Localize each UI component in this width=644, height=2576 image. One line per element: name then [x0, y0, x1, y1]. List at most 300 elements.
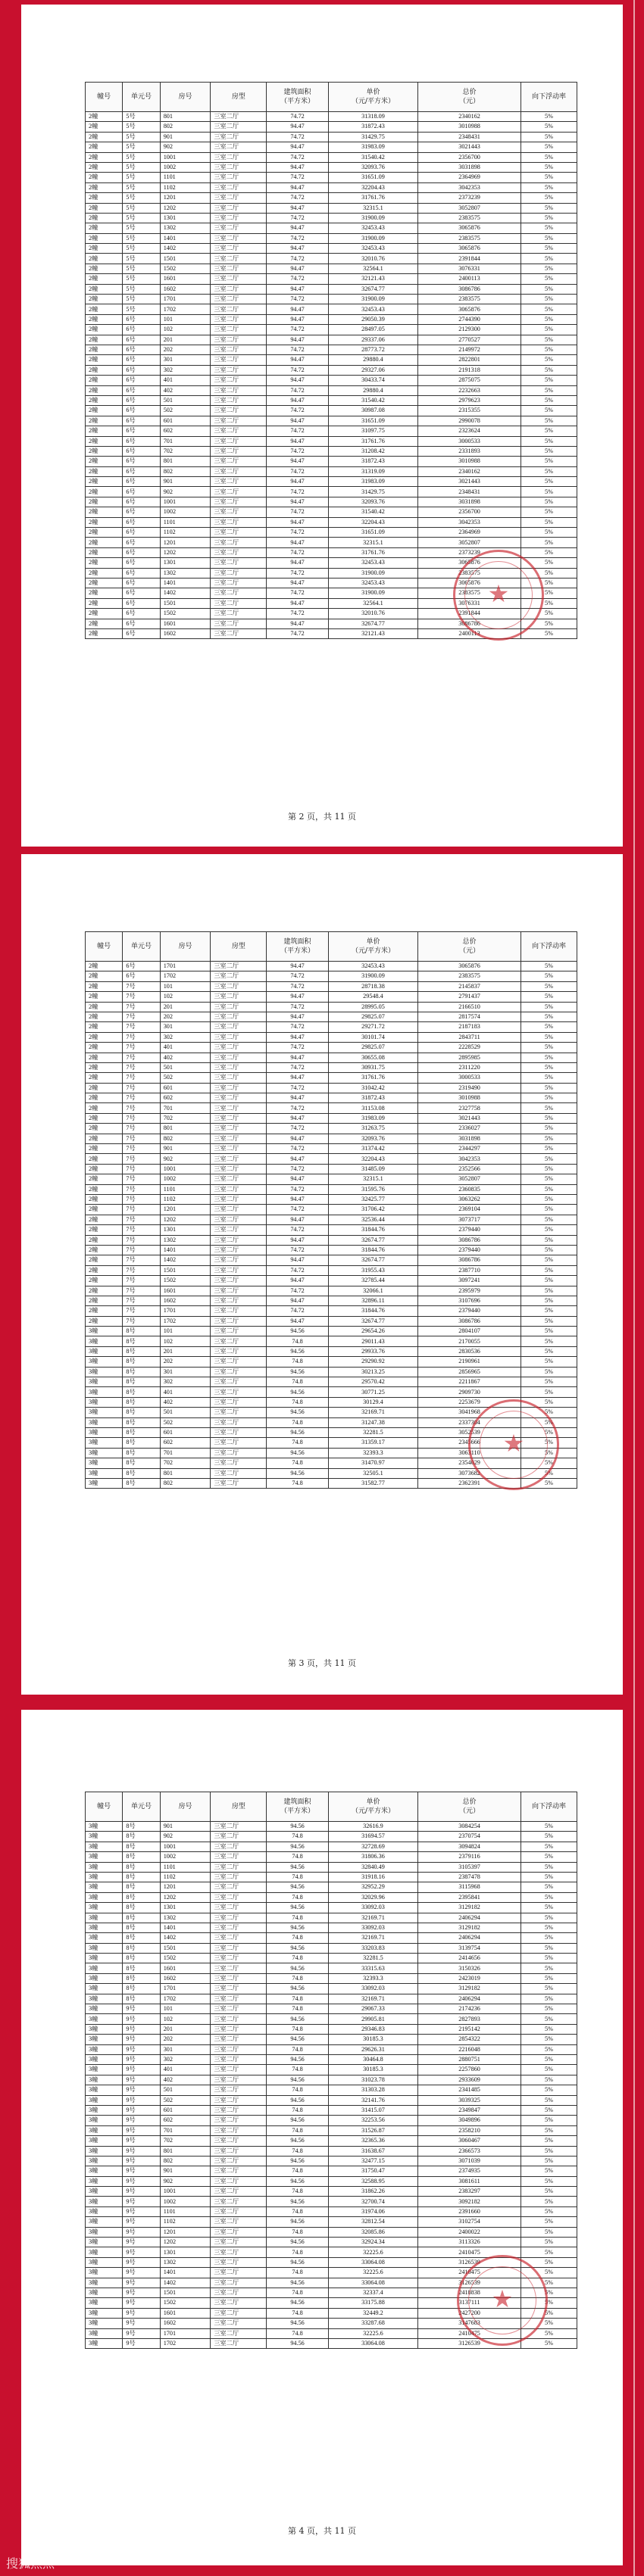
table-cell: 8号 — [123, 1832, 160, 1842]
table-cell: 3000533 — [418, 1073, 521, 1083]
table-cell: 5% — [521, 395, 577, 405]
table-row — [86, 497, 577, 507]
table-cell: 94.56 — [267, 2014, 328, 2024]
table-cell: 94.47 — [267, 992, 328, 1002]
table-cell: 5% — [521, 2298, 577, 2308]
table-cell: 2幢 — [86, 1174, 123, 1184]
table-cell: 6号 — [123, 335, 160, 345]
table-cell: 1601 — [160, 274, 211, 284]
table-cell: 401 — [160, 2065, 211, 2075]
table-cell: 5% — [521, 558, 577, 568]
table-cell: 6号 — [123, 446, 160, 456]
table-cell: 32066.1 — [328, 1286, 417, 1296]
table-cell: 5% — [521, 2176, 577, 2186]
table-cell: 3幢 — [86, 1872, 123, 1882]
table-cell: 9号 — [123, 2125, 160, 2135]
table-cell: 8号 — [123, 1954, 160, 1963]
table-cell: 2880751 — [418, 2054, 521, 2064]
column-header: 单元号 — [123, 1792, 160, 1822]
table-cell: 5% — [521, 1164, 577, 1174]
table-cell: 3幢 — [86, 1478, 123, 1488]
table-cell: 32225.6 — [328, 2328, 417, 2338]
table-cell: 3幢 — [86, 1892, 123, 1902]
table-cell: 1702 — [160, 1994, 211, 2004]
table-cell: 74.72 — [267, 1083, 328, 1093]
table-cell: 5% — [521, 295, 577, 304]
table-cell: 1401 — [160, 233, 211, 243]
table-cell: 2211867 — [418, 1377, 521, 1387]
table-cell: 94.47 — [267, 244, 328, 254]
table-row — [86, 132, 577, 142]
table-cell: 9号 — [123, 2278, 160, 2288]
table-cell: 32121.43 — [328, 628, 417, 638]
table-cell: 2幢 — [86, 1073, 123, 1083]
table-cell: 32121.43 — [328, 274, 417, 284]
table-cell: 2410475 — [418, 2247, 521, 2257]
table-cell: 5% — [521, 355, 577, 365]
table-cell: 32169.71 — [328, 1408, 417, 1417]
table-cell: 三室二厅 — [211, 558, 267, 568]
table-cell: 3065876 — [418, 962, 521, 971]
table-cell: 8号 — [123, 1963, 160, 1973]
table-cell: 5% — [521, 2187, 577, 2197]
table-cell: 1602 — [160, 1296, 211, 1305]
table-cell: 1702 — [160, 1316, 211, 1326]
table-cell: 三室二厅 — [211, 1316, 267, 1326]
table-cell: 33203.83 — [328, 1943, 417, 1953]
table-cell: 1502 — [160, 264, 211, 273]
table-cell: 3086786 — [418, 1235, 521, 1245]
table-cell: 3031898 — [418, 1134, 521, 1143]
table-cell: 6号 — [123, 578, 160, 588]
table-cell: 三室二厅 — [211, 1417, 267, 1427]
table-cell: 74.8 — [267, 1913, 328, 1923]
table-cell: 32204.43 — [328, 182, 417, 192]
column-header: 单价 （元/平方米） — [328, 1792, 417, 1822]
table-cell: 201 — [160, 2024, 211, 2034]
table-row — [86, 1994, 577, 2004]
table-cell: 1201 — [160, 1205, 211, 1215]
table-cell: 3126539 — [418, 2257, 521, 2267]
table-cell: 33092.03 — [328, 1984, 417, 1994]
table-header-row — [86, 1792, 577, 1822]
table-cell: 31844.76 — [328, 1245, 417, 1255]
table-cell: 5% — [521, 1377, 577, 1387]
column-header: 房型 — [211, 83, 267, 112]
table-cell: 1602 — [160, 1973, 211, 1983]
table-cell: 1602 — [160, 2319, 211, 2328]
table-cell: 5% — [521, 1408, 577, 1417]
table-cell: 9号 — [123, 2308, 160, 2318]
table-row — [86, 152, 577, 162]
table-cell: 三室二厅 — [211, 193, 267, 203]
table-cell: 5号 — [123, 244, 160, 254]
table-cell: 8号 — [123, 1438, 160, 1448]
table-cell: 2323624 — [418, 426, 521, 436]
table-cell: 32453.43 — [328, 244, 417, 254]
table-cell: 31470.97 — [328, 1458, 417, 1468]
table-cell: 302 — [160, 365, 211, 375]
table-cell: 2幢 — [86, 162, 123, 172]
table-cell: 5% — [521, 1943, 577, 1953]
table-cell: 2幢 — [86, 568, 123, 578]
table-cell: 29825.07 — [328, 1043, 417, 1053]
table-cell: 1102 — [160, 1872, 211, 1882]
table-cell: 74.8 — [267, 1994, 328, 2004]
table-row — [86, 2116, 577, 2125]
table-row — [86, 1286, 577, 1296]
table-row — [86, 1164, 577, 1174]
table-cell: 1002 — [160, 1852, 211, 1862]
column-header: 单价 （元/平方米） — [328, 83, 417, 112]
table-cell: 三室二厅 — [211, 365, 267, 375]
table-cell: 94.56 — [267, 1842, 328, 1851]
table-cell: 2827893 — [418, 2014, 521, 2024]
table-cell: 9号 — [123, 2257, 160, 2267]
table-cell: 2216048 — [418, 2044, 521, 2054]
table-cell: 2822801 — [418, 355, 521, 365]
table-cell: 32365.36 — [328, 2136, 417, 2146]
table-cell: 三室二厅 — [211, 295, 267, 304]
table-cell: 2幢 — [86, 365, 123, 375]
page-footer: 第 4 页，共 11 页 — [288, 2526, 356, 2536]
table-cell: 6号 — [123, 507, 160, 517]
table-row — [86, 962, 577, 971]
table-cell: 30213.25 — [328, 1367, 417, 1377]
table-cell: 3幢 — [86, 1923, 123, 1932]
table-cell: 三室二厅 — [211, 2024, 267, 2034]
table-cell: 7号 — [123, 1083, 160, 1093]
table-cell: 三室二厅 — [211, 274, 267, 284]
table-cell: 3幢 — [86, 1438, 123, 1448]
table-cell: 三室二厅 — [211, 2014, 267, 2024]
table-cell: 5% — [521, 547, 577, 557]
table-cell: 2253679 — [418, 1397, 521, 1407]
table-cell: 5% — [521, 1012, 577, 1021]
table-cell: 3041968 — [418, 1408, 521, 1417]
table-cell: 5% — [521, 2288, 577, 2297]
table-cell: 3092182 — [418, 2197, 521, 2206]
table-cell: 5% — [521, 1387, 577, 1397]
table-cell: 5% — [521, 1327, 577, 1336]
table-cell: 31900.09 — [328, 295, 417, 304]
table-row — [86, 1973, 577, 1983]
table-cell: 32896.11 — [328, 1296, 417, 1305]
table-cell: 三室二厅 — [211, 335, 267, 345]
table-cell: 1102 — [160, 182, 211, 192]
table-row — [86, 1012, 577, 1021]
table-cell: 5% — [521, 2116, 577, 2125]
table-cell: 5% — [521, 962, 577, 971]
table-cell: 3幢 — [86, 2288, 123, 2297]
table-cell: 29654.26 — [328, 1327, 417, 1336]
table-cell: 2348431 — [418, 132, 521, 142]
table-cell: 1101 — [160, 1862, 211, 1872]
table-cell: 3060467 — [418, 2136, 521, 2146]
table-cell: 74.72 — [267, 1002, 328, 1012]
table-cell: 5号 — [123, 182, 160, 192]
table-row — [86, 1872, 577, 1882]
table-cell: 5号 — [123, 274, 160, 284]
table-cell: 901 — [160, 1822, 211, 1832]
table-cell: 5% — [521, 2206, 577, 2216]
table-cell: 29933.76 — [328, 1346, 417, 1356]
table-cell: 94.56 — [267, 1882, 328, 1892]
table-cell: 5% — [521, 1822, 577, 1832]
table-cell: 94.47 — [267, 314, 328, 324]
table-cell: 3幢 — [86, 2328, 123, 2338]
table-cell: 2129300 — [418, 325, 521, 335]
table-row — [86, 1327, 577, 1336]
table-cell: 2幢 — [86, 1144, 123, 1154]
table-cell: 402 — [160, 2075, 211, 2085]
table-cell: 2366573 — [418, 2146, 521, 2156]
table-cell: 2232663 — [418, 385, 521, 395]
table-cell: 5% — [521, 1973, 577, 1983]
table-cell: 2幢 — [86, 274, 123, 284]
table-cell: 3150326 — [418, 1963, 521, 1973]
table-cell: 902 — [160, 1832, 211, 1842]
table-cell: 702 — [160, 2136, 211, 2146]
table-cell: 5% — [521, 1134, 577, 1143]
table-row — [86, 528, 577, 538]
table-cell: 31359.17 — [328, 1438, 417, 1448]
table-cell: 8号 — [123, 1913, 160, 1923]
table-cell: 3幢 — [86, 1832, 123, 1842]
table-cell: 三室二厅 — [211, 1012, 267, 1021]
table-row — [86, 1276, 577, 1286]
table-cell: 402 — [160, 385, 211, 395]
table-row — [86, 1184, 577, 1194]
column-header: 向下浮动率 — [521, 83, 577, 112]
table-cell: 1001 — [160, 1842, 211, 1851]
table-cell: 2370754 — [418, 1832, 521, 1842]
table-cell: 三室二厅 — [211, 2308, 267, 2318]
table-cell: 三室二厅 — [211, 1113, 267, 1123]
table-cell: 2幢 — [86, 588, 123, 598]
table-cell: 三室二厅 — [211, 122, 267, 132]
table-row — [86, 244, 577, 254]
table-row — [86, 162, 577, 172]
table-row — [86, 1963, 577, 1973]
table-row — [86, 1235, 577, 1245]
table-cell: 31900.09 — [328, 233, 417, 243]
table-cell: 2406294 — [418, 1913, 521, 1923]
table-cell: 30931.75 — [328, 1062, 417, 1072]
table-cell: 31540.42 — [328, 152, 417, 162]
table-cell: 8号 — [123, 1377, 160, 1387]
table-cell: 501 — [160, 395, 211, 405]
table-cell: 1601 — [160, 1963, 211, 1973]
table-cell: 7号 — [123, 1043, 160, 1053]
table-cell: 2228529 — [418, 1043, 521, 1053]
table-cell: 32453.43 — [328, 558, 417, 568]
table-cell: 3105397 — [418, 1862, 521, 1872]
table-cell: 三室二厅 — [211, 1913, 267, 1923]
table-cell: 31303.28 — [328, 2085, 417, 2095]
table-cell: 5% — [521, 538, 577, 547]
table-row — [86, 2197, 577, 2206]
table-row — [86, 264, 577, 273]
table-row — [86, 517, 577, 527]
table-cell: 2383575 — [418, 295, 521, 304]
table-cell: 5% — [521, 274, 577, 284]
table-cell: 94.56 — [267, 1984, 328, 1994]
table-cell: 3幢 — [86, 1913, 123, 1923]
table-cell: 5% — [521, 2065, 577, 2075]
table-cell: 5% — [521, 325, 577, 335]
table-cell: 9号 — [123, 2227, 160, 2237]
table-cell: 2187183 — [418, 1022, 521, 1032]
table-cell: 1501 — [160, 2288, 211, 2297]
table-cell: 32029.96 — [328, 1892, 417, 1902]
table-cell: 5% — [521, 992, 577, 1002]
table-cell: 7号 — [123, 1062, 160, 1072]
table-cell: 5% — [521, 1458, 577, 1468]
table-cell: 94.56 — [267, 1468, 328, 1478]
table-header-row — [86, 83, 577, 112]
table-cell: 74.72 — [267, 487, 328, 497]
table-cell: 74.8 — [267, 2146, 328, 2156]
table-cell: 2幢 — [86, 152, 123, 162]
table-cell: 2395979 — [418, 1286, 521, 1296]
table-cell: 31955.43 — [328, 1265, 417, 1275]
table-cell: 2423019 — [418, 1973, 521, 1983]
table-row — [86, 2176, 577, 2186]
table-cell: 31526.87 — [328, 2125, 417, 2135]
column-header: 单元号 — [123, 83, 160, 112]
table-cell: 6号 — [123, 568, 160, 578]
table-cell: 1501 — [160, 254, 211, 264]
table-header-row — [86, 932, 577, 962]
table-cell: 101 — [160, 314, 211, 324]
table-cell: 31263.75 — [328, 1124, 417, 1134]
table-cell: 5% — [521, 1306, 577, 1316]
table-cell: 2315355 — [418, 406, 521, 416]
table-cell: 74.72 — [267, 971, 328, 981]
table-cell: 5% — [521, 457, 577, 466]
table-cell: 5% — [521, 1316, 577, 1326]
table-cell: 三室二厅 — [211, 1872, 267, 1882]
table-cell: 8号 — [123, 1892, 160, 1902]
table-cell: 三室二厅 — [211, 466, 267, 476]
table-cell: 32169.71 — [328, 1933, 417, 1943]
table-cell: 3幢 — [86, 2116, 123, 2125]
table-cell: 2幢 — [86, 1103, 123, 1113]
table-cell: 3126539 — [418, 2278, 521, 2288]
table-cell: 401 — [160, 376, 211, 385]
table-cell: 1201 — [160, 193, 211, 203]
table-cell: 33064.08 — [328, 2257, 417, 2267]
table-cell: 2410475 — [418, 2268, 521, 2278]
table-cell: 74.72 — [267, 547, 328, 557]
table-cell: 5% — [521, 1194, 577, 1204]
table-cell: 三室二厅 — [211, 598, 267, 608]
table-row — [86, 1205, 577, 1215]
table-cell: 2幢 — [86, 487, 123, 497]
table-cell: 74.72 — [267, 325, 328, 335]
table-cell: 6号 — [123, 487, 160, 497]
table-cell: 3129182 — [418, 1923, 521, 1932]
table-cell: 94.56 — [267, 2054, 328, 2064]
table-row — [86, 2136, 577, 2146]
table-row — [86, 1053, 577, 1062]
table-row — [86, 1943, 577, 1953]
table-cell: 9号 — [123, 2247, 160, 2257]
table-cell: 8号 — [123, 1903, 160, 1913]
table-cell: 三室二厅 — [211, 1235, 267, 1245]
table-cell: 32169.71 — [328, 1913, 417, 1923]
table-cell: 94.47 — [267, 1093, 328, 1103]
table-cell: 三室二厅 — [211, 2217, 267, 2227]
table-cell: 9号 — [123, 2319, 160, 2328]
table-cell: 32204.43 — [328, 517, 417, 527]
table-cell: 5% — [521, 193, 577, 203]
table-cell: 31761.76 — [328, 547, 417, 557]
table-row — [86, 345, 577, 354]
table-cell: 5% — [521, 264, 577, 273]
table-cell: 101 — [160, 1327, 211, 1336]
table-cell: 2373239 — [418, 193, 521, 203]
table-cell: 5% — [521, 1043, 577, 1053]
table-cell: 6号 — [123, 395, 160, 405]
table-cell: 三室二厅 — [211, 1468, 267, 1478]
table-cell: 31761.76 — [328, 193, 417, 203]
table-cell: 9号 — [123, 2085, 160, 2095]
table-cell: 1101 — [160, 2206, 211, 2216]
table-cell: 32536.44 — [328, 1215, 417, 1224]
table-cell: 701 — [160, 2125, 211, 2135]
table-cell: 29825.07 — [328, 1012, 417, 1021]
table-cell: 2幢 — [86, 335, 123, 345]
table-cell: 2幢 — [86, 244, 123, 254]
table-cell: 5% — [521, 213, 577, 223]
table-cell: 29346.83 — [328, 2024, 417, 2034]
table-cell: 74.72 — [267, 1205, 328, 1215]
table-cell: 94.47 — [267, 538, 328, 547]
table-cell: 74.72 — [267, 1103, 328, 1113]
table-cell: 8号 — [123, 1882, 160, 1892]
table-cell: 三室二厅 — [211, 2156, 267, 2166]
table-cell: 32674.77 — [328, 1316, 417, 1326]
table-cell: 74.72 — [267, 193, 328, 203]
table-cell: 三室二厅 — [211, 1194, 267, 1204]
table-cell: 5% — [521, 2338, 577, 2348]
table-cell: 74.8 — [267, 1478, 328, 1488]
table-cell: 3081611 — [418, 2176, 521, 2186]
table-cell: 1501 — [160, 1265, 211, 1275]
table-cell: 74.72 — [267, 1286, 328, 1296]
table-cell: 31844.76 — [328, 1225, 417, 1235]
table-cell: 5% — [521, 142, 577, 152]
table-cell: 1202 — [160, 2238, 211, 2247]
table-cell: 102 — [160, 1336, 211, 1346]
table-cell: 2336027 — [418, 1124, 521, 1134]
table-cell: 31042.42 — [328, 1083, 417, 1093]
table-cell: 2幢 — [86, 426, 123, 436]
table-cell: 2幢 — [86, 193, 123, 203]
table-cell: 3幢 — [86, 2176, 123, 2186]
table-cell: 74.8 — [267, 2328, 328, 2338]
table-cell: 5% — [521, 2035, 577, 2044]
table-cell: 5% — [521, 1276, 577, 1286]
table-cell: 31023.78 — [328, 2075, 417, 2085]
table-cell: 三室二厅 — [211, 203, 267, 213]
table-cell: 74.8 — [267, 2247, 328, 2257]
table-cell: 33064.08 — [328, 2278, 417, 2288]
table-cell: 三室二厅 — [211, 2176, 267, 2186]
table-cell: 201 — [160, 1346, 211, 1356]
